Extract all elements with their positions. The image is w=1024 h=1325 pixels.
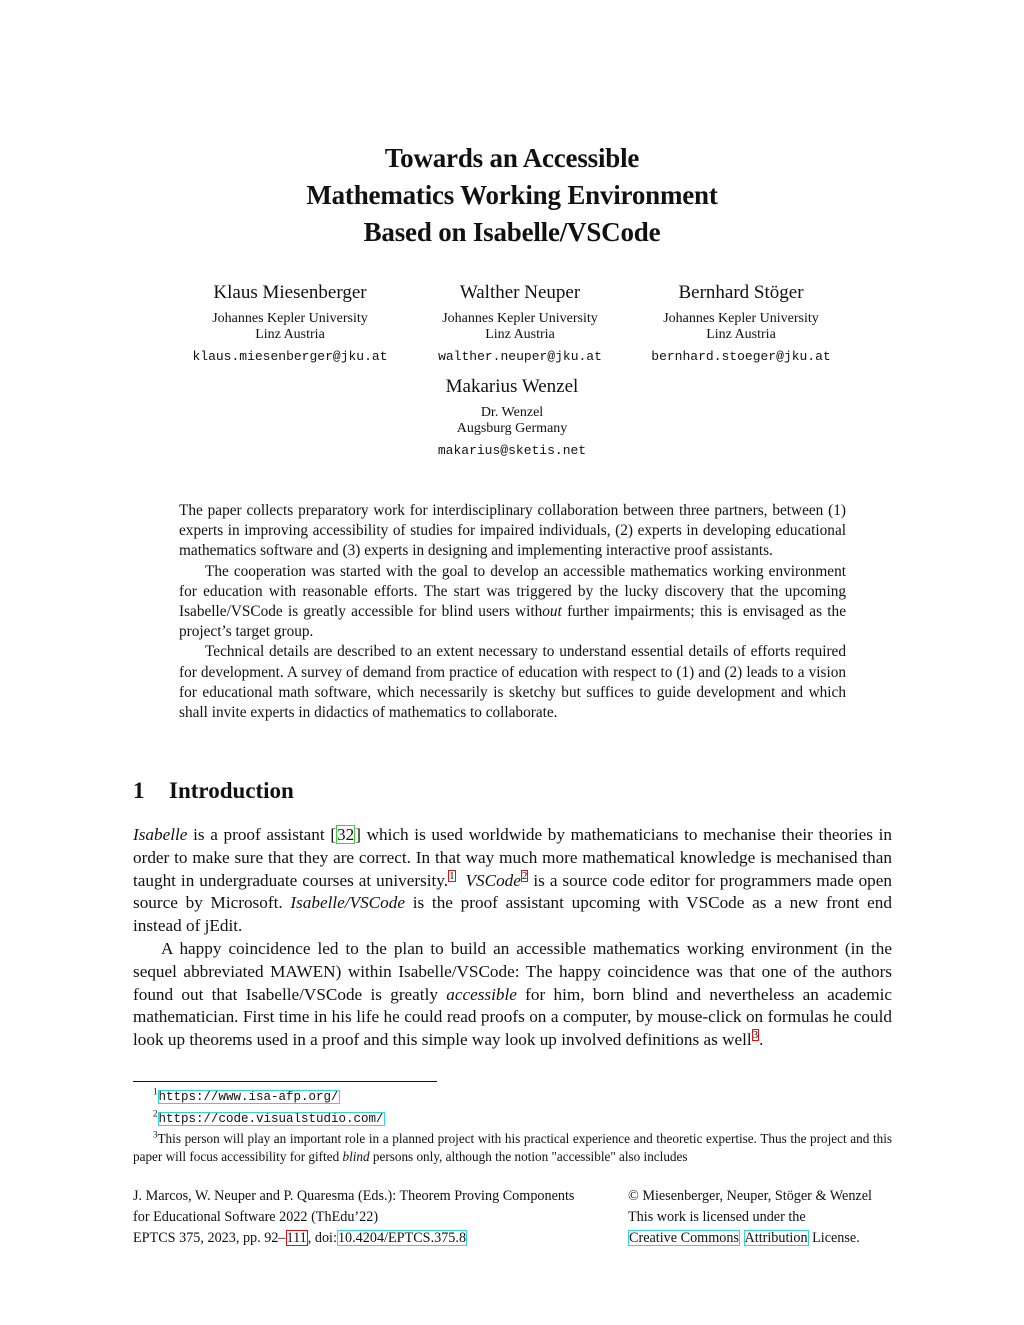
- section-heading: [133, 776, 294, 806]
- affiliation-name: Johannes Kepler University: [442, 311, 598, 326]
- abstract-text: The cooperation was started with the goal to develop an accessible mathematics working environment for education with reasonable efforts. The start was triggered by the lucky discovery that the upcoming Isabelle/VSCode is greatly accessible for blind users with: [179, 562, 846, 621]
- footnote-mark: 2: [153, 1108, 158, 1119]
- title-line-1: Towards an Accessible: [384, 143, 640, 173]
- publication-info: [133, 1186, 613, 1249]
- publication-line: for Educational Software 2022 (ThEdu’22): [133, 1209, 379, 1225]
- footnote-link[interactable]: 3: [752, 1029, 759, 1042]
- emphasis: accessible: [446, 984, 517, 1004]
- footnote-url-link[interactable]: https://www.isa-afp.org/: [158, 1090, 339, 1104]
- body-text: is a proof assistant [: [187, 825, 337, 844]
- license-info: [628, 1186, 898, 1249]
- author-block-stoeger: [591, 282, 891, 365]
- abstract: [179, 501, 846, 723]
- body-paragraph: [133, 938, 892, 1052]
- abstract-paragraph: The paper collects preparatory work for interdisciplinary collaboration between three partners, between (1) experts in improving accessibility of studies for impaired individuals, (2) experts in developing educational mathematics software and (3) experts in designing and implementing interactive proof assistants.: [179, 502, 846, 560]
- footnote-mark: 1: [153, 1086, 158, 1097]
- author-name: Walther Neuper: [459, 282, 581, 303]
- publication-line: [133, 1228, 613, 1249]
- footnote-3: [133, 1130, 892, 1165]
- emphasis: VSCode: [465, 870, 521, 890]
- attribution-link[interactable]: Attribution: [744, 1230, 808, 1246]
- abstract-paragraph: Technical details are described to an extent necessary to understand essential details of efforts required for development. A survey of demand from practice of education with respect to (1) and (2) leads to a vision for educational math software, which necessarily is sketchy but suffices to guide development and which shall invite experts in didactics of mathematics to collaborate.: [179, 643, 846, 722]
- footnote-url-link[interactable]: https://code.visualstudio.com/: [158, 1111, 384, 1126]
- author-email[interactable]: klaus.miesenberger@jku.at: [192, 349, 388, 364]
- author-email[interactable]: bernhard.stoeger@jku.at: [651, 349, 831, 364]
- copyright-line: © Miesenberger, Neuper, Stöger & Wenzel: [628, 1188, 872, 1204]
- body-text: ] which is used worldwide by mathematicians to mechanise their theories in order to make sure that they are correct. In that way much more mathematical knowledge is mechanised than taught in undergraduate courses at university.: [133, 825, 892, 890]
- body-text: .: [759, 1030, 764, 1050]
- emphasis: Isabelle: [133, 825, 188, 844]
- body-paragraph: [133, 824, 892, 938]
- publication-text: , doi:: [307, 1230, 337, 1246]
- affiliation-location: Linz Austria: [255, 327, 325, 342]
- affiliation-name: Dr. Wenzel: [480, 405, 544, 420]
- paper-title: [0, 140, 1024, 251]
- footnote-text: persons only, although the notion "accessible" also includes: [369, 1148, 688, 1164]
- section-number: 1: [133, 778, 145, 803]
- body-text: is the proof assistant upcoming with VSCode as a new front end instead of jEdit.: [133, 893, 892, 936]
- last-page-link[interactable]: 111: [286, 1230, 307, 1246]
- footnote-link[interactable]: 1: [449, 869, 455, 882]
- footnotes: [133, 1087, 892, 1167]
- footnote-mark: 3: [153, 1129, 158, 1140]
- license-text: License.: [808, 1230, 860, 1246]
- affiliation-location: Augsburg Germany: [456, 421, 568, 436]
- section-title: Introduction: [169, 778, 294, 803]
- body-text: for him, born blind and nevertheless an academic mathematician. First time in his life he could read proofs on a computer, by mouse-click on formulas he could look up theorems used in a proof and this simple way look up involved definitions as well: [133, 984, 892, 1050]
- footnote-2: [153, 1109, 892, 1129]
- author-name: Makarius Wenzel: [445, 376, 579, 397]
- emphasis: Isabelle/VSCode: [290, 893, 405, 913]
- author-email[interactable]: makarius@sketis.net: [437, 443, 587, 458]
- publication-text: EPTCS 375, 2023, pp. 92–: [133, 1230, 286, 1246]
- abstract-paragraph: [179, 562, 846, 643]
- doi-link[interactable]: 10.4204/EPTCS.375.8: [337, 1230, 467, 1246]
- license-line: [628, 1228, 898, 1249]
- creative-commons-link[interactable]: Creative Commons: [629, 1230, 739, 1246]
- footnote-1: [153, 1087, 892, 1107]
- footnote-rule: [133, 1081, 437, 1082]
- introduction-body: [133, 824, 892, 1052]
- author-name: Bernhard Stöger: [678, 282, 804, 303]
- author-affiliation: [591, 311, 891, 343]
- footnote-emphasis: blind: [342, 1148, 370, 1164]
- affiliation-location: Linz Austria: [706, 327, 776, 342]
- author-block-wenzel: [362, 376, 662, 459]
- affiliation-name: Johannes Kepler University: [212, 311, 368, 326]
- title-line-2: Mathematics Working Environment: [306, 180, 718, 210]
- citation-link[interactable]: 32: [337, 825, 355, 844]
- author-email[interactable]: walther.neuper@jku.at: [438, 349, 602, 364]
- body-text: is a source code editor for programmers made open source by Microsoft.: [133, 870, 892, 913]
- affiliation-name: Johannes Kepler University: [663, 311, 819, 326]
- author-name: Klaus Miesenberger: [213, 282, 367, 303]
- affiliation-location: Linz Austria: [485, 327, 555, 342]
- license-line: This work is licensed under the: [628, 1209, 806, 1225]
- author-affiliation: [362, 405, 662, 437]
- footnote-link[interactable]: 2: [521, 869, 528, 882]
- title-line-3: Based on Isabelle/VSCode: [363, 217, 661, 247]
- publication-line: J. Marcos, W. Neuper and P. Quaresma (Eds.): Theorem Proving Components: [133, 1188, 575, 1204]
- abstract-emphasis: out: [542, 603, 562, 621]
- body-text: A happy coincidence led to the plan to build an accessible mathematics working environment (in the sequel abbreviated MAWEN) within Isabelle/VSCode: The happy coincidence was that one of the authors found out that Isabelle/VSCode is greatly: [133, 938, 892, 1004]
- footnote-text: This person will play an important role in a planned project with his practical experience and theoretic expertise. Thus the project and this paper will focus accessibility for gifted: [133, 1131, 892, 1164]
- abstract-text: further impairments; this is envisaged as the project’s target group.: [179, 603, 846, 641]
